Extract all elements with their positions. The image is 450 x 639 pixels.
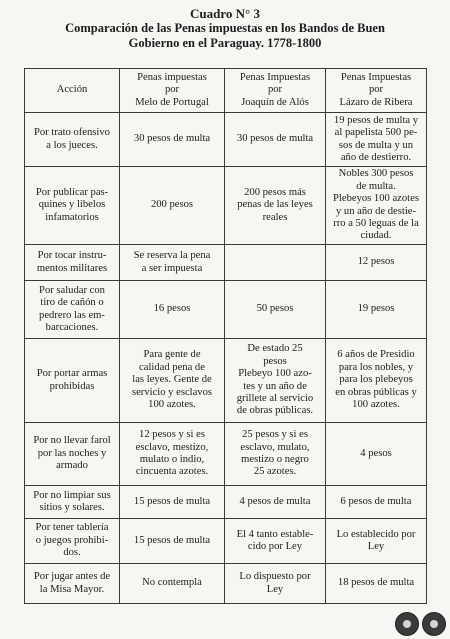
- cell-line: 100 azotes.: [352, 399, 400, 411]
- cell-line: 200 pesos: [150, 199, 194, 211]
- cell-line: cido por Ley: [247, 541, 303, 552]
- cell-line: por: [368, 84, 384, 96]
- action-cell: [25, 519, 120, 564]
- cell-line: para los plebeyos: [339, 374, 413, 386]
- penalty-cell-joaquin-de-alos: [225, 113, 326, 167]
- table-body: [25, 113, 427, 604]
- cell-line: De estado 25: [247, 343, 303, 355]
- cell-line: 12 pesos: [357, 256, 395, 268]
- cell-line: Por no limpiar sus: [33, 489, 111, 501]
- cell-line: Lo dispuesto por: [239, 571, 311, 583]
- cell-line: de multa.: [356, 180, 396, 192]
- cell-line: rro a 50 leguas de la: [333, 217, 419, 229]
- cell-line: armado: [56, 460, 88, 472]
- cell-line: Por portar armas: [36, 368, 108, 380]
- column-header-joaquin-de-alos: [225, 69, 326, 113]
- table-row: [25, 519, 427, 564]
- cell-line: sos de multa y un: [338, 139, 414, 151]
- action-cell: [25, 423, 120, 486]
- table-row: [25, 281, 427, 339]
- penalty-cell-joaquin-de-alos: [225, 486, 326, 519]
- cell-line: Penas Impuestas: [239, 71, 311, 83]
- cell-line: quines y libelos: [38, 199, 106, 211]
- table-row: [25, 339, 427, 423]
- cell-line: Por jugar antes de: [33, 571, 111, 583]
- penalty-cell-joaquin-de-alos: [225, 167, 326, 245]
- cell-line: Por tocar instru-: [37, 250, 107, 262]
- cell-line: Por publicar pas-: [35, 186, 109, 198]
- cell-line: Lázaro de Ribera: [339, 96, 413, 108]
- cell-line: a los jueces.: [46, 139, 98, 151]
- cell-line: Penas Impuestas: [340, 71, 412, 83]
- cell-line: al papelista 500 pe-: [334, 127, 418, 139]
- cell-line: 12 pesos y si es: [139, 429, 205, 441]
- cell-line: 30 pesos de multa: [236, 133, 314, 145]
- table-row: [25, 564, 427, 604]
- cell-line: Por no llevar farol: [33, 435, 111, 447]
- cell-line: Melo de Portugal: [135, 96, 209, 108]
- penalty-cell-joaquin-de-alos: [225, 281, 326, 339]
- penalty-cell-melo-de-portugal: [120, 519, 225, 564]
- cell-line: dos.: [63, 547, 81, 559]
- cell-line: pedrero las em-: [39, 309, 105, 321]
- cell-line: y un año de destie-: [335, 205, 417, 217]
- cell-line: 15 pesos de multa: [133, 495, 211, 507]
- cell-line: por: [267, 84, 283, 96]
- action-cell: [25, 167, 120, 245]
- cell-line: 4 pesos: [360, 447, 392, 459]
- cell-line: año de destierro.: [340, 151, 412, 163]
- penalty-cell-lazaro-de-ribera: [326, 281, 427, 339]
- cell-line: Ley: [367, 541, 385, 552]
- cell-line: Por trato ofensivo: [34, 127, 110, 139]
- penalty-cell-lazaro-de-ribera: [326, 167, 427, 245]
- penalty-cell-melo-de-portugal: [120, 167, 225, 245]
- penalty-cell-melo-de-portugal: [120, 564, 225, 604]
- penalty-cell-lazaro-de-ribera: [326, 564, 427, 604]
- cell-line: 200 pesos más: [244, 186, 306, 198]
- cell-line: de obras públicas.: [236, 405, 314, 417]
- cell-line: mestizo o negro: [241, 454, 309, 465]
- cell-line: 100 azotes.: [148, 399, 196, 411]
- penalty-cell-melo-de-portugal: [120, 245, 225, 281]
- action-cell: [25, 339, 120, 423]
- cell-line: por las noches y: [37, 447, 107, 459]
- penalty-cell-joaquin-de-alos: [225, 339, 326, 423]
- cell-line: Plebeyos 100 azotes: [333, 193, 419, 205]
- cell-line: infamatorios: [45, 211, 99, 223]
- table-title-line-2: Gobierno en el Paraguay. 1778-1800: [128, 36, 322, 50]
- column-header-lazaro-de-ribera: [326, 69, 427, 113]
- cell-line: 25 pesos y si es: [242, 429, 308, 441]
- cell-line: esclavo, mestizo,: [135, 441, 209, 453]
- cell-line: grillete al servicio: [236, 392, 314, 404]
- cell-line: la Misa Mayor.: [39, 583, 105, 595]
- cell-line: No contempla: [142, 577, 202, 589]
- cell-line: Joaquín de Alós: [241, 96, 309, 108]
- penalty-cell-melo-de-portugal: [120, 113, 225, 167]
- penalty-cell-lazaro-de-ribera: [326, 245, 427, 281]
- penalty-cell-joaquin-de-alos: [225, 564, 326, 604]
- cell-line: 30 pesos de multa: [133, 133, 211, 145]
- cell-line: Se reserva la pena: [133, 250, 211, 262]
- cell-line: reales: [262, 211, 288, 223]
- watermark: [390, 611, 446, 637]
- cell-line: o juegos prohibi-: [35, 534, 109, 546]
- cell-line: El 4 tanto estable-: [236, 528, 314, 540]
- cell-line: ciudad.: [360, 230, 392, 242]
- cell-line: calidad pena de: [139, 361, 205, 373]
- cell-line: pesos: [263, 355, 287, 367]
- penalty-cell-joaquin-de-alos: [225, 423, 326, 486]
- penalty-cell-lazaro-de-ribera: [326, 113, 427, 167]
- table-row: [25, 245, 427, 281]
- cell-line: 18 pesos de multa: [337, 577, 415, 589]
- column-header-melo-de-portugal: [120, 69, 225, 113]
- portal-logo-icon-secondary: [422, 612, 446, 636]
- cell-line: 16 pesos: [153, 303, 191, 315]
- cell-line: 6 años de Presidio: [337, 349, 415, 361]
- table-title-line-1: Comparación de las Penas impuestas en los Bandos de Buen: [65, 21, 385, 35]
- action-cell: [25, 245, 120, 281]
- cell-line: tes y un año de: [243, 380, 307, 392]
- cell-line: 4 pesos de multa: [239, 495, 311, 507]
- cell-line: 25 azotes.: [253, 466, 297, 478]
- cell-line: prohibidas: [49, 380, 95, 392]
- portal-logo-icon: [395, 612, 419, 636]
- action-cell: [25, 564, 120, 604]
- penalty-cell-lazaro-de-ribera: [326, 519, 427, 564]
- cell-line: mentos militares: [36, 262, 108, 274]
- cell-line: Ley: [266, 583, 284, 595]
- cell-line: 6 pesos de multa: [340, 495, 412, 507]
- penalty-cell-lazaro-de-ribera: [326, 423, 427, 486]
- penalty-cell-joaquin-de-alos: [225, 519, 326, 564]
- cell-line: a ser impuesta: [141, 262, 203, 274]
- cell-line: por: [164, 84, 180, 96]
- table-row: [25, 167, 427, 245]
- cell-line: Penas impuestas: [137, 71, 207, 83]
- action-cell: [25, 113, 120, 167]
- cell-line: 19 pesos de multa y: [333, 114, 419, 126]
- table-row: [25, 486, 427, 519]
- action-cell: [25, 281, 120, 339]
- penalty-cell-melo-de-portugal: [120, 339, 225, 423]
- penalty-cell-joaquin-de-alos: [225, 245, 326, 281]
- cell-line: penas de las leyes: [237, 199, 313, 211]
- cell-line: las leyes. Gente de: [132, 374, 212, 386]
- page-header: [0, 6, 450, 51]
- cell-line: en obras públicas y: [335, 386, 417, 398]
- cell-line: sitios y solares.: [39, 502, 105, 513]
- cell-line: barcaciones.: [45, 321, 99, 333]
- cell-line: Por tener tablería: [35, 522, 109, 534]
- cell-line: Plebeyo 100 azo-: [238, 368, 312, 380]
- table-label: Cuadro N° 3: [190, 6, 260, 21]
- penalties-table: [24, 68, 427, 604]
- cell-line: para los nobles, y: [338, 361, 414, 373]
- column-header-accion: [25, 69, 120, 113]
- table-row: [25, 423, 427, 486]
- cell-line: Nobles 300 pesos: [338, 168, 414, 180]
- cell-line: servicio y esclavos: [131, 386, 213, 398]
- penalty-cell-lazaro-de-ribera: [326, 486, 427, 519]
- penalty-cell-lazaro-de-ribera: [326, 339, 427, 423]
- cell-line: tiro de cañón o: [40, 297, 104, 309]
- action-cell: [25, 486, 120, 519]
- cell-line: Por saludar con: [39, 284, 105, 296]
- cell-line: 19 pesos: [357, 303, 395, 315]
- cell-line: 15 pesos de multa: [133, 534, 211, 546]
- penalty-cell-melo-de-portugal: [120, 486, 225, 519]
- cell-line: Para gente de: [143, 349, 201, 361]
- cell-line: cincuenta azotes.: [135, 466, 209, 478]
- cell-line: mulato o indio,: [139, 454, 205, 465]
- penalty-cell-melo-de-portugal: [120, 423, 225, 486]
- cell-line: 50 pesos: [256, 303, 294, 315]
- cell-line: esclavo, mulato,: [240, 441, 310, 453]
- table-row: [25, 113, 427, 167]
- penalty-cell-melo-de-portugal: [120, 281, 225, 339]
- cell-line: Acción: [56, 84, 88, 96]
- cell-line: Lo establecido por: [336, 528, 416, 540]
- header-row: [25, 69, 427, 113]
